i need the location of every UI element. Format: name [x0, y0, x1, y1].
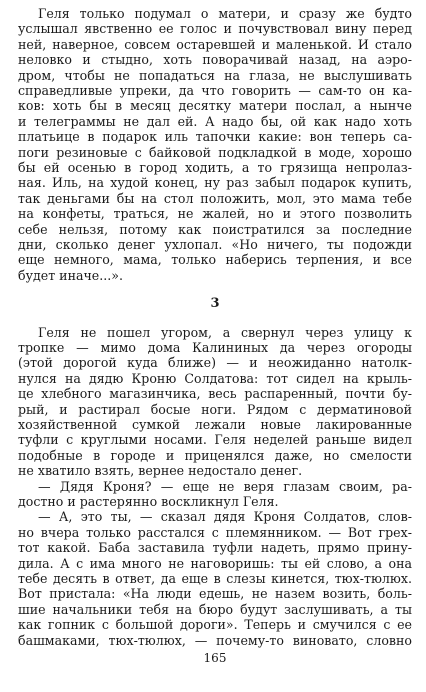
text-line: це хлебного магазинчика, весь распаренный, почти бу-	[18, 386, 412, 402]
text-line: дром, чтобы не попадаться на глаза, не выслушивать	[18, 67, 412, 83]
text-line: услышал явственно ее голос и почувствовал вину перед	[18, 21, 412, 37]
text-line: нулся на дядю Кроню Солдатова: тот сидел на крыль-	[18, 370, 412, 386]
chapter-number: 3	[210, 296, 220, 312]
text-line: — А, это ты, — сказал дядя Кроня Солдатов, слов-	[38, 509, 412, 525]
text-line: неловко и стыдно, хоть поворачивай назад, на аэро-	[18, 52, 412, 68]
text-line: платьице в подарок иль тапочки какие: вон теперь са-	[18, 129, 412, 145]
text-line: тропке — мимо дома Калининых да через огороды	[18, 340, 412, 355]
text-line: ная. Иль, на худой конец, ну раз забыл подарок купить,	[18, 175, 412, 191]
text-line: не хватило взять, вернее недостало денег.	[18, 463, 303, 479]
text-line: дни, сколько денег ухлопал. «Но ничего, ты подожди	[18, 237, 412, 252]
text-line: на конфеты, траться, не жалей, но и этого позволить	[18, 206, 412, 222]
text-line: достно и растерянно воскликнул Геля.	[18, 494, 279, 509]
text-line: рый, и растирал босые ноги. Рядом с дерматиновой	[18, 401, 412, 417]
text-line: башмаками, тюх-тюлюх, — почему-то виновато, словно	[18, 632, 412, 648]
text-line: хозяйственной сумкой лежали новые лакированные	[18, 417, 412, 432]
text-line: — Дядя Кроня? — еще не веря глазам своим, ра-	[38, 478, 412, 494]
text-line: тебе десять в ответ, да еще в слезы кинется, тюх-тюлюх.	[18, 571, 412, 586]
text-line: еще немного, мама, только наберись терпения, и все	[18, 252, 412, 268]
text-line: шие начальники тебя на бюро будут заслушивать, а ты	[18, 601, 412, 617]
text-line: подобные в городе и приценялся даже, но смелости	[18, 447, 412, 463]
page-number: 165	[203, 651, 227, 665]
text-line: и телеграммы не дал ей. А надо бы, ой как надо хоть	[18, 113, 412, 129]
book-page	[18, 0, 412, 692]
text-line: Вот пристала: «На люди едешь, не назем возить, боль-	[18, 586, 412, 602]
text-line: бы ей осенью в город ходить, а то грязища непролаз-	[18, 160, 412, 175]
text-line: ков: хоть бы в месяц десятку матери послал, а нынче	[18, 98, 412, 114]
text-line: ней, наверное, совсем остаревшей и маленькой. И стало	[18, 36, 412, 52]
text-line: как гопник с большой дороги». Теперь и смучился с ее	[18, 617, 412, 633]
text-line: тот какой. Баба заставила туфли надеть, прямо прину-	[18, 540, 412, 556]
text-line: себе нельзя, потому как поистратился за последние	[18, 221, 412, 237]
text-line: будет иначе...».	[18, 267, 123, 283]
text-line: Геля не пошел угором, а свернул через улицу к	[38, 324, 412, 340]
text-line: туфли с круглыми носами. Геля неделей раньше видел	[18, 432, 412, 448]
text-line: так деньгами бы на стол положить, мол, это мама тебе	[18, 190, 412, 206]
text-line: Геля только подумал о матери, и сразу же будто	[38, 6, 412, 21]
text-line: дила. А с има много не наговоришь: ты ей слово, а она	[18, 555, 412, 571]
text-line: (этой дорогой куда ближе) — и неожиданно натолк-	[18, 355, 412, 371]
text-line: но вчера только расстался с племянником. — Вот грех-	[18, 524, 412, 540]
text-line: поги резиновые с байковой подкладкой в моде, хорошо	[18, 144, 412, 160]
text-line: справедливые упреки, да что говорить — сам-то он ка-	[18, 83, 412, 98]
